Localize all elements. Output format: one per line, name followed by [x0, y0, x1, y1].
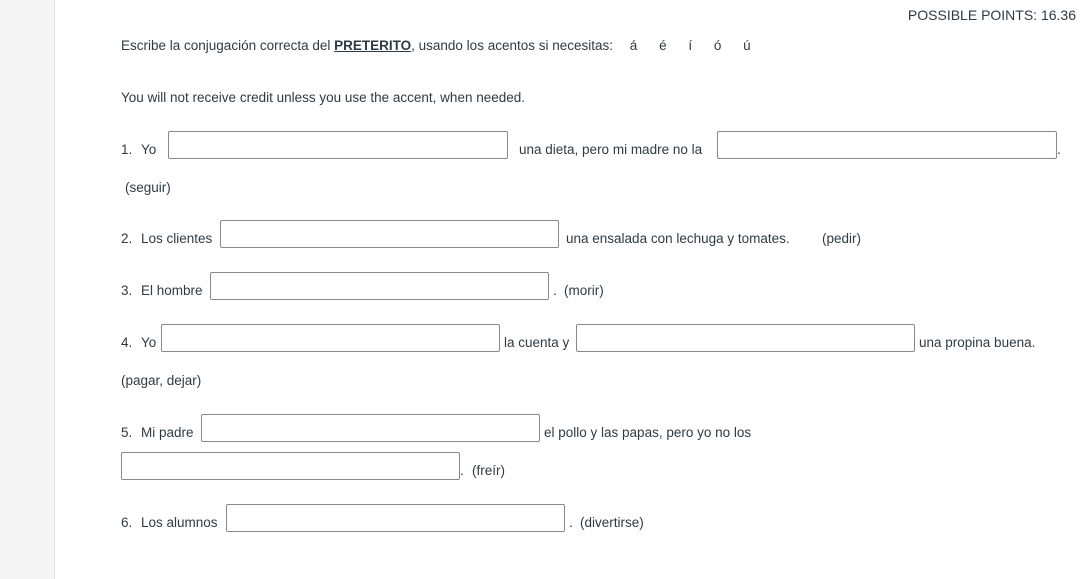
q2-hint: (pedir): [822, 231, 862, 246]
accent-a[interactable]: á: [629, 38, 638, 53]
q3-hint: (morir): [564, 283, 604, 298]
q3-number: 3.: [121, 283, 133, 298]
q4-text-end: una propina buena.: [919, 335, 1036, 350]
q4-number: 4.: [121, 335, 133, 350]
q3-answer-1[interactable]: [210, 272, 549, 300]
q2-answer-1[interactable]: [220, 220, 559, 248]
q4-answer-1[interactable]: [161, 324, 500, 352]
q1-number: 1.: [121, 142, 133, 157]
q6-subject: Los alumnos: [141, 515, 218, 530]
q5-hint: (freír): [472, 463, 505, 478]
left-sidebar-rail: [0, 0, 55, 579]
q4-subject: Yo: [141, 335, 157, 350]
q1-period: .: [1057, 142, 1061, 157]
q2-text: una ensalada con lechuga y tomates.: [566, 231, 790, 246]
q5-answer-2[interactable]: [121, 452, 460, 480]
q6-hint: (divertirse): [580, 515, 644, 530]
q6-answer-1[interactable]: [226, 504, 565, 532]
q4-answer-2[interactable]: [576, 324, 915, 352]
q3-period: .: [553, 283, 557, 298]
q1-answer-2[interactable]: [717, 131, 1057, 159]
tense-label: PRETERITO: [334, 38, 412, 53]
q4-hint: (pagar, dejar): [121, 373, 202, 388]
q1-subject: Yo: [141, 142, 157, 157]
q1-hint: (seguir): [125, 180, 171, 195]
q4-text: la cuenta y: [504, 335, 570, 350]
instructions-line: [121, 38, 760, 53]
q2-subject: Los clientes: [141, 231, 213, 246]
accent-e[interactable]: é: [659, 38, 667, 53]
instructions-suffix: , usando los acentos si necesitas:: [411, 38, 614, 53]
accent-list: [621, 38, 760, 53]
accent-i[interactable]: í: [688, 38, 693, 53]
q6-period: .: [569, 515, 573, 530]
q5-number: 5.: [121, 425, 133, 440]
q5-period: .: [460, 463, 464, 478]
accent-note: You will not receive credit unless you use the accent, when needed.: [121, 90, 526, 105]
q1-text: una dieta, pero mi madre no la: [519, 142, 703, 157]
instructions-prefix: Escribe la conjugación correcta del: [121, 38, 335, 53]
q1-answer-1[interactable]: [168, 131, 508, 159]
possible-points: POSSIBLE POINTS: 16.36: [907, 7, 1076, 23]
q3-subject: El hombre: [141, 283, 203, 298]
q5-subject: Mi padre: [141, 425, 194, 440]
accent-u[interactable]: ú: [743, 38, 751, 53]
q2-number: 2.: [121, 231, 133, 246]
q5-answer-1[interactable]: [201, 414, 540, 442]
accent-o[interactable]: ó: [713, 38, 722, 53]
q5-text: el pollo y las papas, pero yo no los: [544, 425, 752, 440]
q6-number: 6.: [121, 515, 133, 530]
